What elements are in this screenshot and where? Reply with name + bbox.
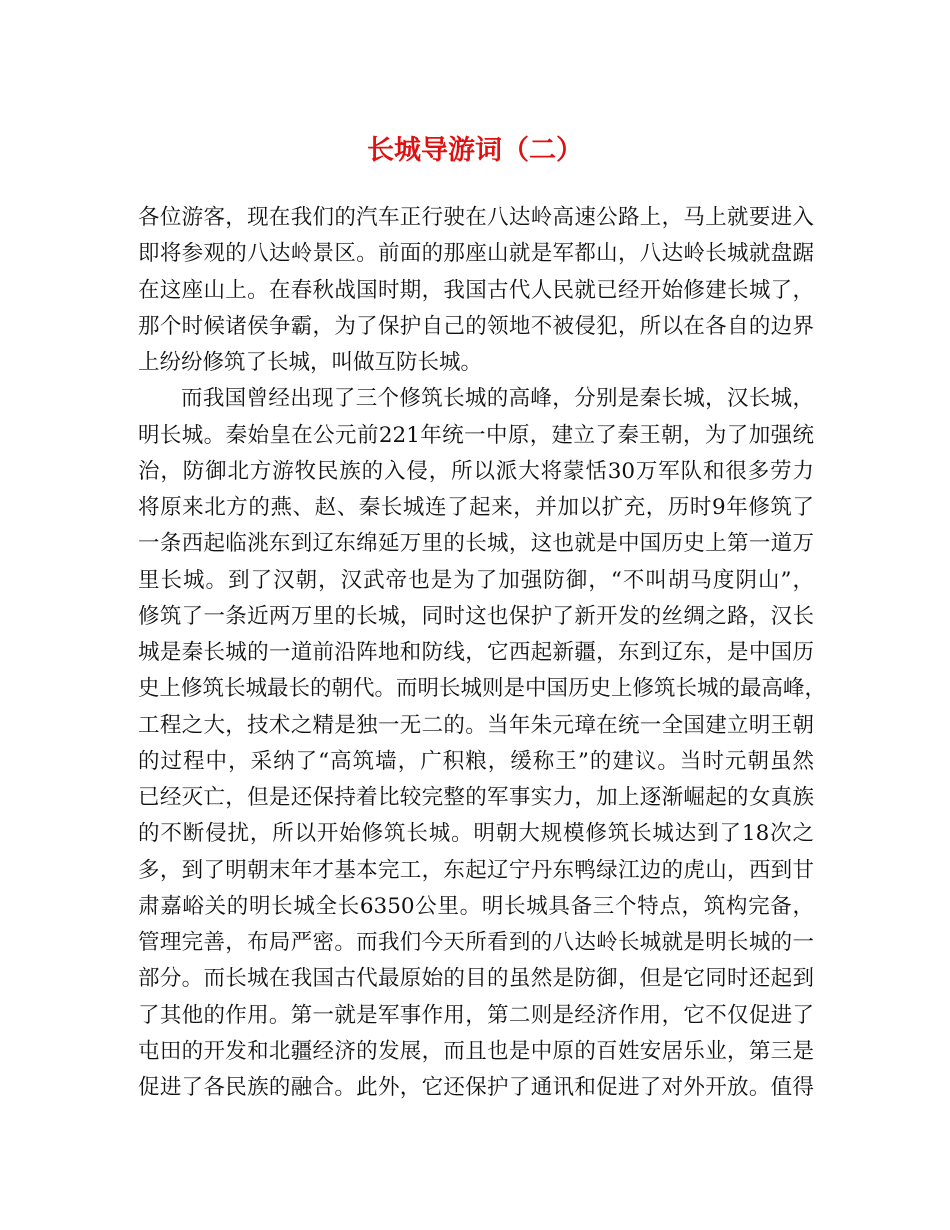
text-line: 城是秦长城的一道前沿阵地和防线，它西起新疆，东到辽东，是中国历 [138,640,814,665]
text-line: 史上修筑长城最长的朝代。而明长城则是中国历史上修筑长城的最高峰， [138,676,827,702]
text-line: 一条西起临洮东到辽东绵延万里的长城，这也就是中国历史上第一道万 [138,531,814,557]
text-line: 将原来北方的燕、赵、秦长城连了起来，并加以扩充，历时9年修筑了 [138,495,814,520]
text-line: 的不断侵扰，所以开始修筑长城。明朝大规模修筑长城达到了18次之 [138,821,814,847]
text-line: 治，防御北方游牧民族的入侵，所以派大将蒙恬30万军队和很多劳力 [138,458,814,484]
text-line: 那个时候诸侯争霸，为了保护自己的领地不被侵犯，所以在各自的边界 [138,313,814,339]
text-line: 的过程中，采纳了“高筑墙，广积粮，缓称王”的建议。当时元朝虽然 [138,748,814,774]
text-line: 多，到了明朝末年才基本完工，东起辽宁丹东鸭绿江边的虎山，西到甘 [138,857,814,883]
text-line: 即将参观的八达岭景区。前面的那座山就是军都山，八达岭长城就盘踞 [138,241,814,267]
text-line: 已经灭亡，但是还保持着比较完整的军事实力，加上逐渐崛起的女真族 [138,785,814,810]
document-body [138,200,827,1106]
text-line: 工程之大，技术之精是独一无二的。当年朱元璋在统一全国建立明王朝 [138,712,814,738]
text-line: 各位游客，现在我们的汽车正行驶在八达岭高速公路上，马上就要进入 [138,205,814,230]
text-line: 上纷纷修筑了长城，叫做互防长城。 [138,350,483,375]
text-line: 里长城。到了汉朝，汉武帝也是为了加强防御，“不叫胡马度阴山”， [138,567,814,593]
text-line: 在这座山上。在春秋战国时期，我国古代人民就已经开始修建长城了， [138,277,814,303]
text-line: 管理完善，布局严密。而我们今天所看到的八达岭长城就是明长城的一 [138,930,814,955]
text-line: 肃嘉峪关的明长城全长6350公里。明长城具备三个特点，筑构完备， [138,893,814,919]
text-line: 促进了各民族的融合。此外，它还保护了通讯和促进了对外开放。值得 [138,1075,814,1100]
text-line: 了其他的作用。第一就是军事作用，第二则是经济作用，它不仅促进了 [138,1002,814,1028]
text-line: 明长城。秦始皇在公元前221年统一中原，建立了秦王朝，为了加强统 [138,422,814,448]
paragraph [138,200,814,381]
paragraph [138,381,827,1106]
document-title: 长城导游词（二） [367,135,583,166]
text-line: 屯田的开发和北疆经济的发展，而且也是中原的百姓安居乐业，第三是 [138,1038,814,1064]
text-line: 而我国曾经出现了三个修筑长城的高峰，分别是秦长城，汉长城， [181,386,814,412]
text-line: 修筑了一条近两万里的长城，同时这也保护了新开发的丝绸之路，汉长 [138,603,814,629]
text-line: 部分。而长城在我国古代最原始的目的虽然是防御，但是它同时还起到 [138,966,814,992]
